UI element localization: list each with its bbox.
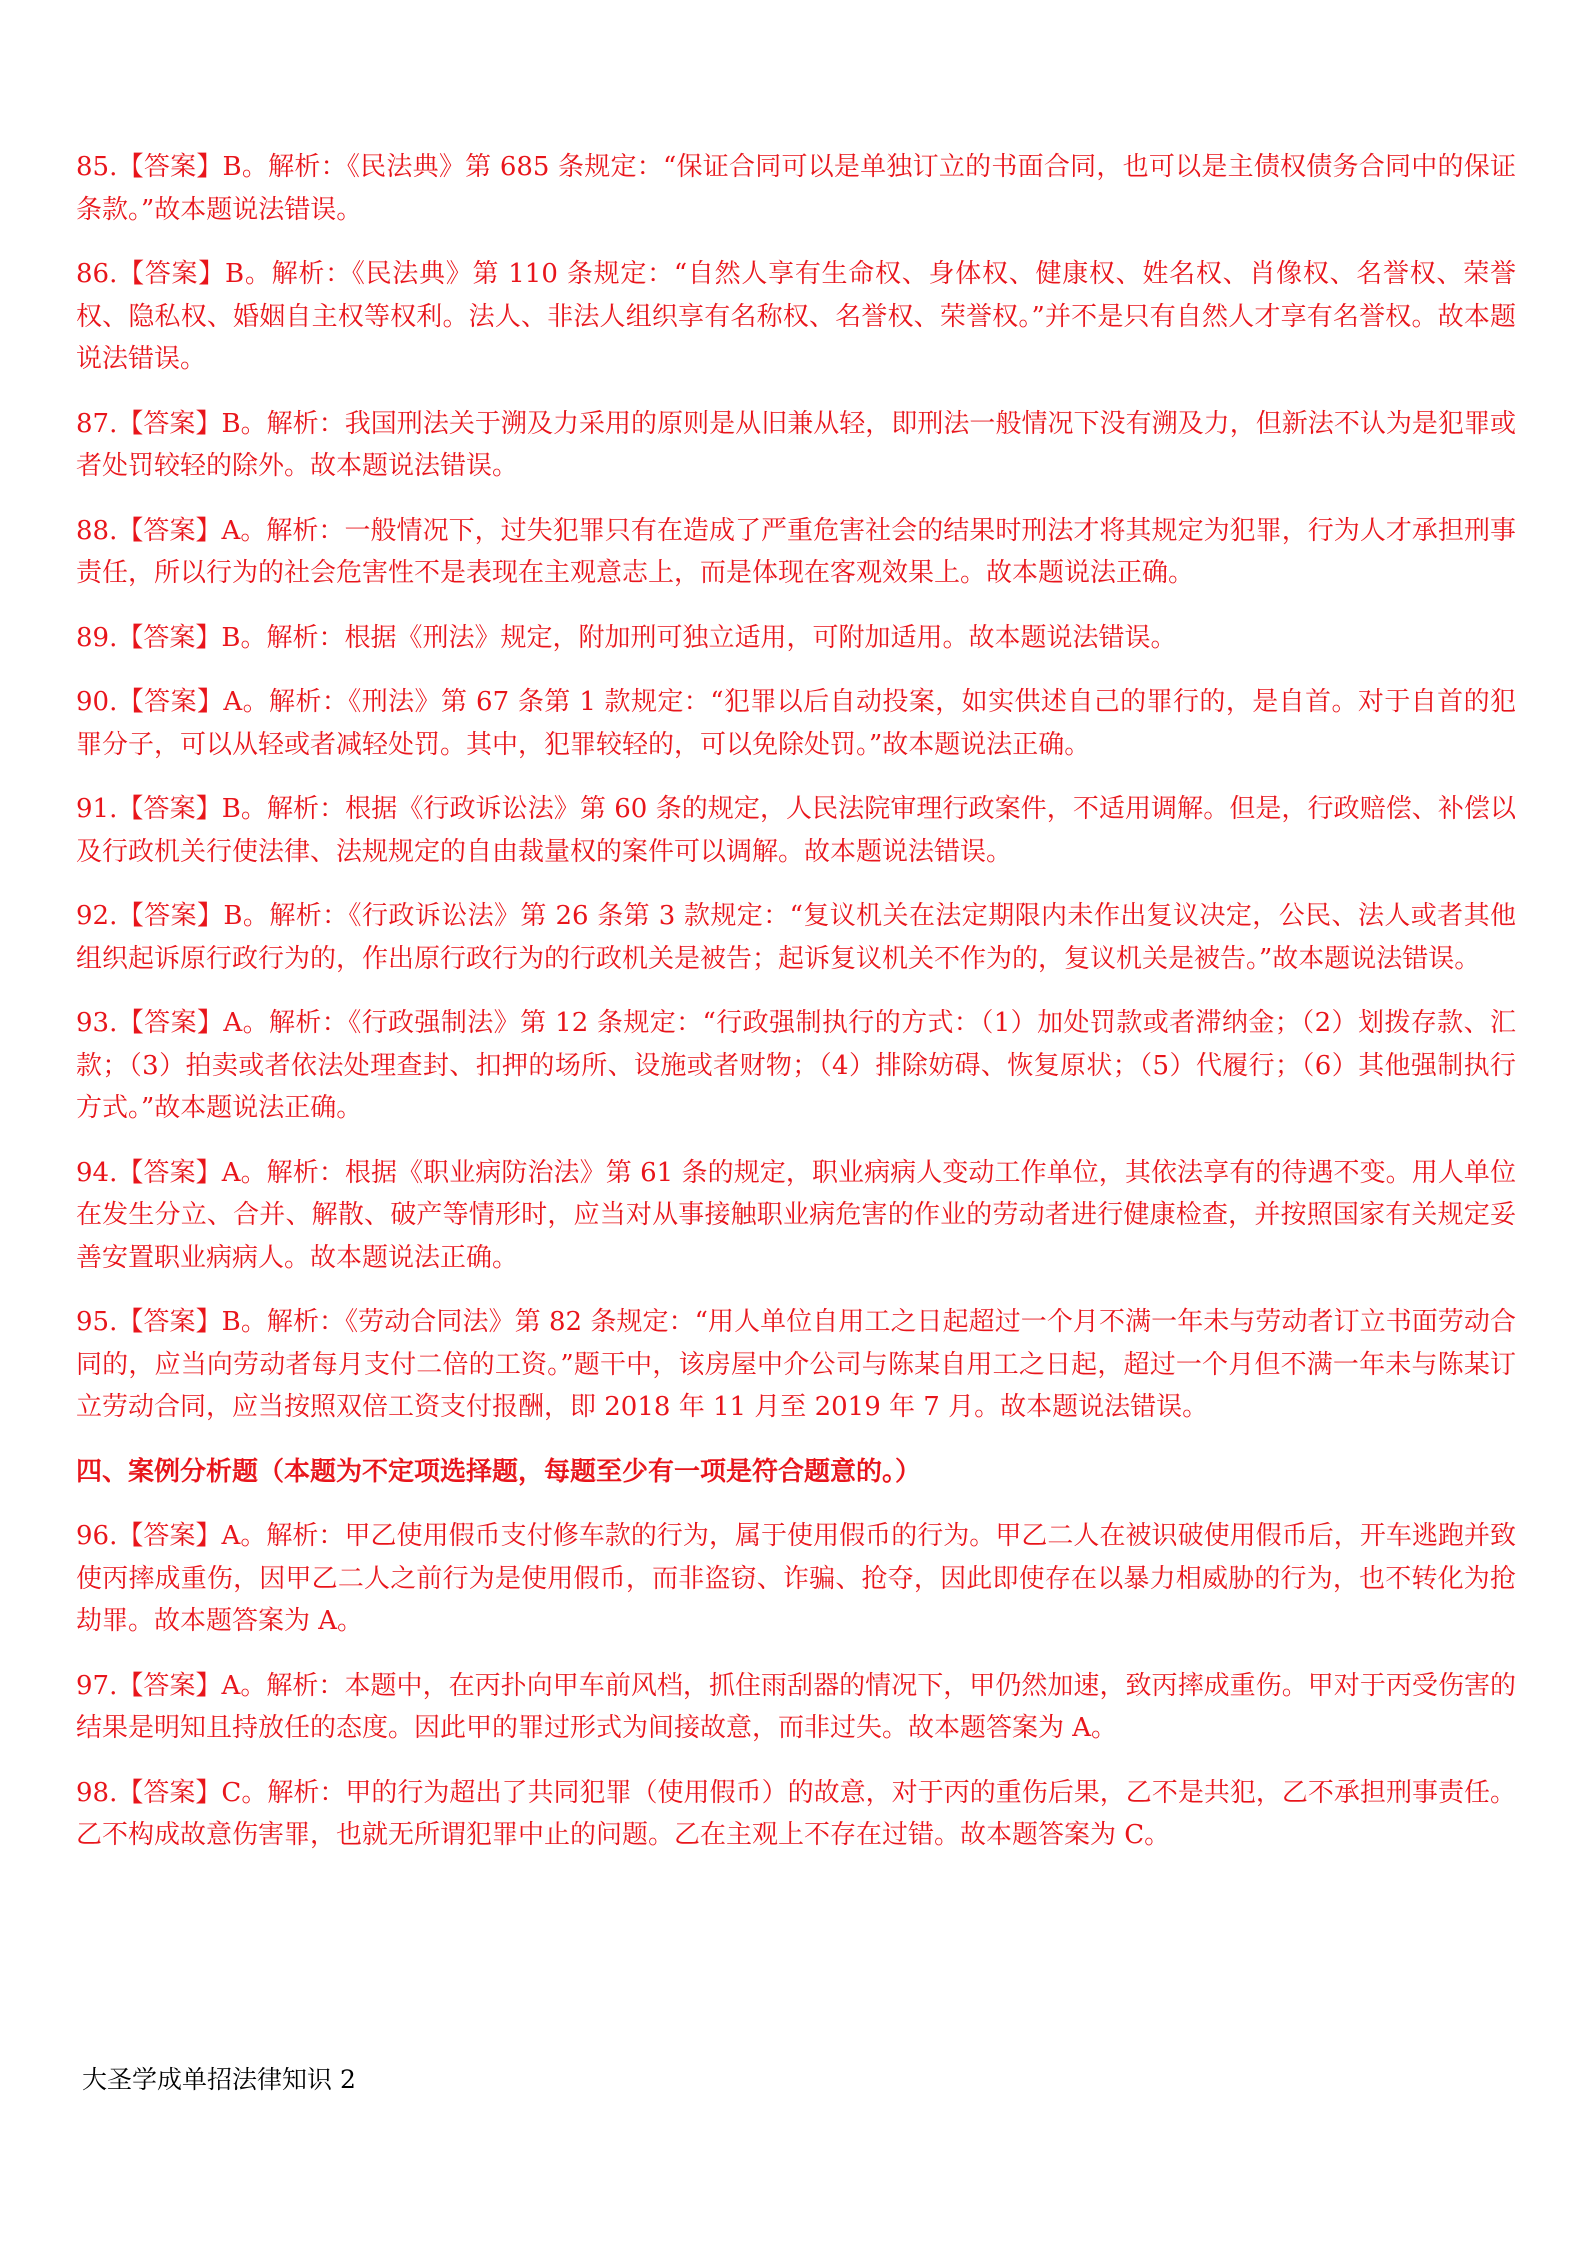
section-heading: 四、案例分析题（本题为不定项选择题，每题至少有一项是符合题意的。） [76, 1456, 922, 1487]
answer-item-88: 88.【答案】A。解析：一般情况下，过失犯罪只有在造成了严重危害社会的结果时刑法才将其规定为犯罪，行为人才承担刑事责任，所以行为的社会危害性不是表现在主观意志上，而是体现在客观效果上。故本题说法正确。 [76, 515, 1516, 588]
answer-item-95: 95.【答案】B。解析：《劳动合同法》第 82 条规定：“用人单位自用工之日起超过一个月不满一年未与劳动者订立书面劳动合同的，应当向劳动者每月支付二倍的工资。”题干中，该房屋中介公司与陈某自用工之日起，超过一个月但不满一年未与陈某订立劳动合同，应当按照双倍工资支付报酬，即 2018 年 11 月至 2019 年 7 月。故本题说法错误。 [76, 1307, 1516, 1422]
answer-item-86: 86.【答案】B。解析：《民法典》第 110 条规定：“自然人享有生命权、身体权、健康权、姓名权、肖像权、名誉权、荣誉权、隐私权、婚姻自主权等权利。法人、非法人组织享有名称权、名誉权、荣誉权。”并不是只有自然人才享有名誉权。故本题说法错误。 [76, 259, 1516, 374]
answer-item-93: 93.【答案】A。解析：《行政强制法》第 12 条规定：“行政强制执行的方式：（1）加处罚款或者滞纳金；（2）划拨存款、汇款；（3）拍卖或者依法处理查封、扣押的场所、设施或者财物；（4）排除妨碍、恢复原状；（5）代履行；（6）其他强制执行方式。”故本题说法正确。 [76, 1008, 1516, 1123]
answer-item-85: 85.【答案】B。解析：《民法典》第 685 条规定：“保证合同可以是单独订立的书面合同，也可以是主债权债务合同中的保证条款。”故本题说法错误。 [76, 152, 1516, 225]
answer-item-98: 98.【答案】C。解析：甲的行为超出了共同犯罪（使用假币）的故意，对于丙的重伤后果，乙不是共犯，乙不承担刑事责任。乙不构成故意伤害罪，也就无所谓犯罪中止的问题。乙在主观上不存在过错。故本题答案为 C。 [76, 1777, 1516, 1850]
answer-item-96: 96.【答案】A。解析：甲乙使用假币支付修车款的行为，属于使用假币的行为。甲乙二人在被识破使用假币后，开车逃跑并致使丙摔成重伤，因甲乙二人之前行为是使用假币，而非盗窃、诈骗、抢夺，因此即使存在以暴力相威胁的行为，也不转化为抢劫罪。故本题答案为 A。 [76, 1521, 1516, 1636]
answer-item-90: 90.【答案】A。解析：《刑法》第 67 条第 1 款规定：“犯罪以后自动投案，如实供述自己的罪行的，是自首。对于自首的犯罪分子，可以从轻或者减轻处罚。其中，犯罪较轻的，可以免除处罚。”故本题说法正确。 [76, 687, 1516, 760]
answer-item-92: 92.【答案】B。解析：《行政诉讼法》第 26 条第 3 款规定：“复议机关在法定期限内未作出复议决定，公民、法人或者其他组织起诉原行政行为的，作出原行政行为的行政机关是被告；起诉复议机关不作为的，复议机关是被告。”故本题说法错误。 [76, 901, 1516, 974]
answer-item-94: 94.【答案】A。解析：根据《职业病防治法》第 61 条的规定，职业病病人变动工作单位，其依法享有的待遇不变。用人单位在发生分立、合并、解散、破产等情形时，应当对从事接触职业病危害的作业的劳动者进行健康检查，并按照国家有关规定妥善安置职业病病人。故本题说法正确。 [76, 1157, 1516, 1273]
answer-item-91: 91.【答案】B。解析：根据《行政诉讼法》第 60 条的规定，人民法院审理行政案件，不适用调解。但是，行政赔偿、补偿以及行政机关行使法律、法规规定的自由裁量权的案件可以调解。故本题说法错误。 [76, 794, 1516, 867]
answer-item-97: 97.【答案】A。解析：本题中，在丙扑向甲车前风档，抓住雨刮器的情况下，甲仍然加速，致丙摔成重伤。甲对于丙受伤害的结果是明知且持放任的态度。因此甲的罪过形式为间接故意，而非过失。故本题答案为 A。 [76, 1670, 1516, 1743]
answer-page [76, 146, 1516, 1879]
page-footer: 大圣学成单招法律知识 2 [82, 2065, 356, 2094]
answer-item-89: 89.【答案】B。解析：根据《刑法》规定，附加刑可独立适用，可附加适用。故本题说法错误。 [76, 622, 1177, 653]
answer-item-87: 87.【答案】B。解析：我国刑法关于溯及力采用的原则是从旧兼从轻，即刑法一般情况下没有溯及力，但新法不认为是犯罪或者处罚较轻的除外。故本题说法错误。 [76, 408, 1516, 481]
